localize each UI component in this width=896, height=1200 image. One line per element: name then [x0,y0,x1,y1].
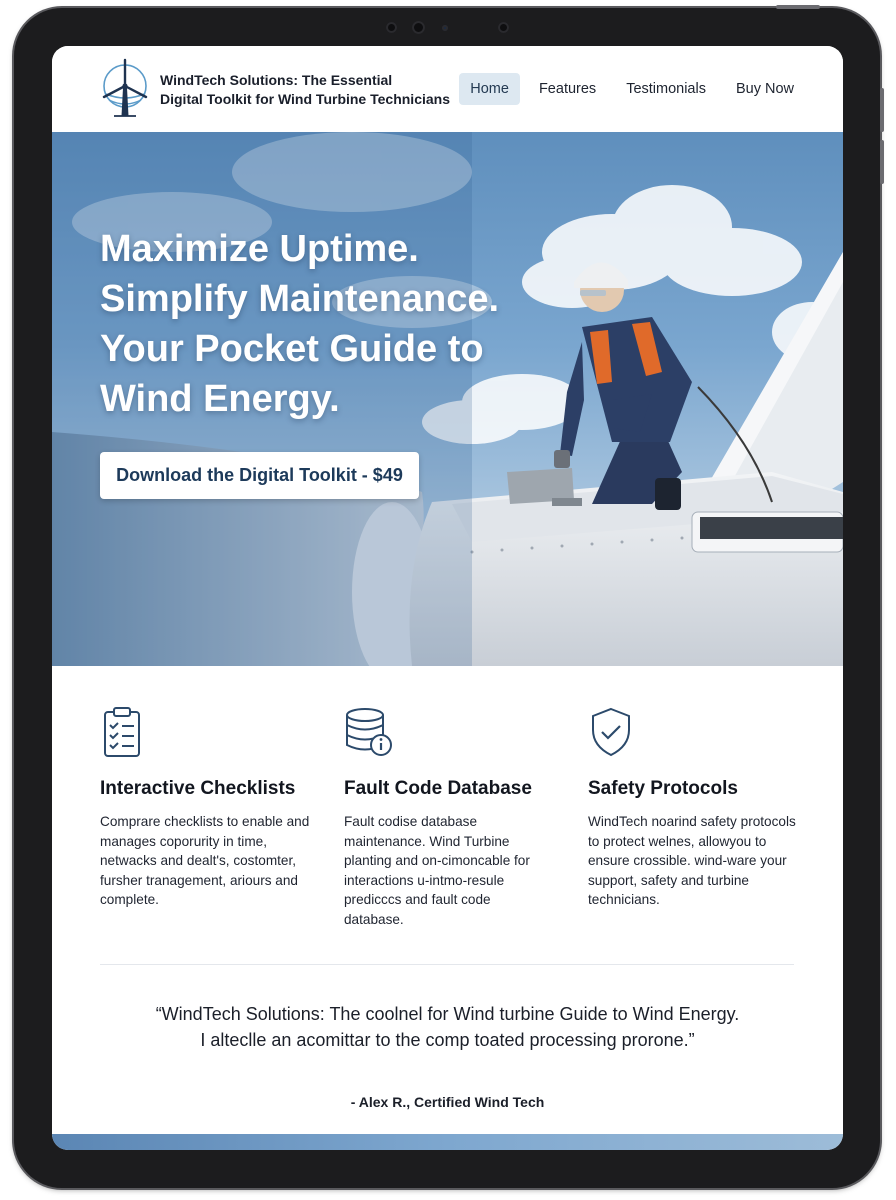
camera-lens [412,21,425,34]
site-header [52,46,843,132]
headline-line: Wind Energy. [100,378,340,420]
screen [52,46,843,1150]
feature-description: Fault codise database maintenance. Wind Turbine planting and on-cimoncable for interactions u-intmo-resule predicccs and fault code database. [344,814,530,927]
feature-safety-protocols [588,706,798,910]
headline-line: Simplify Maintenance. [100,278,500,320]
feature-title: Fault Code Database [344,778,532,799]
download-toolkit-button[interactable]: Download the Digital Toolkit - $49 [100,452,419,499]
nav-testimonials[interactable]: Testimonials [626,81,706,97]
brand-title [160,71,460,109]
feature-title: Safety Protocols [588,778,738,799]
headline-line: Maximize Uptime. [100,228,419,270]
nav-features[interactable]: Features [538,81,597,97]
volume-down-button [880,140,884,184]
features-section [52,666,843,966]
main-nav [459,73,805,105]
footer-image-strip [52,1134,843,1150]
database-info-icon [344,706,394,758]
section-divider [100,964,794,965]
brand-line-2: Digital Toolkit for Wind Turbine Technicians [160,91,450,107]
feature-fault-code-database [344,706,554,929]
sensor-dot [386,22,397,33]
power-button [776,5,820,9]
brand-line-1: WindTech Solutions: The Essential [160,72,393,88]
nav-buy-now[interactable]: Buy Now [735,81,794,97]
camera-bar [14,22,880,36]
shield-check-icon [588,706,634,758]
hero-section [52,132,843,666]
hero-headline [100,224,570,424]
testimonial-author: - Alex R., Certified Wind Tech [350,1094,545,1110]
feature-description: Comprare checklists to enable and manages coporurity in time, netwacks and dealt's, costomter, fursher tranagement, ariours and complete. [100,814,310,907]
clipboard-checklist-icon [100,706,144,758]
sensor-dot [442,25,448,31]
feature-description: WindTech noarind safety protocols to protect welnes, allowyou to ensure crossible. wind-ware your support, safety and turbine technicians. [588,814,796,907]
nav-home[interactable]: Home [459,73,520,105]
tablet-frame [14,8,880,1188]
wind-turbine-logo-icon[interactable] [100,58,150,120]
testimonial-quote: “WindTech Solutions: The coolnel for Wind turbine Guide to Wind Energy. I alteclle an acomittar to the comp toated processing prorone.” [155,1004,740,1050]
feature-interactive-checklists [100,706,310,910]
feature-title: Interactive Checklists [100,778,296,799]
headline-line: Your Pocket Guide to [100,328,484,370]
sensor-dot [498,22,509,33]
volume-up-button [880,88,884,132]
